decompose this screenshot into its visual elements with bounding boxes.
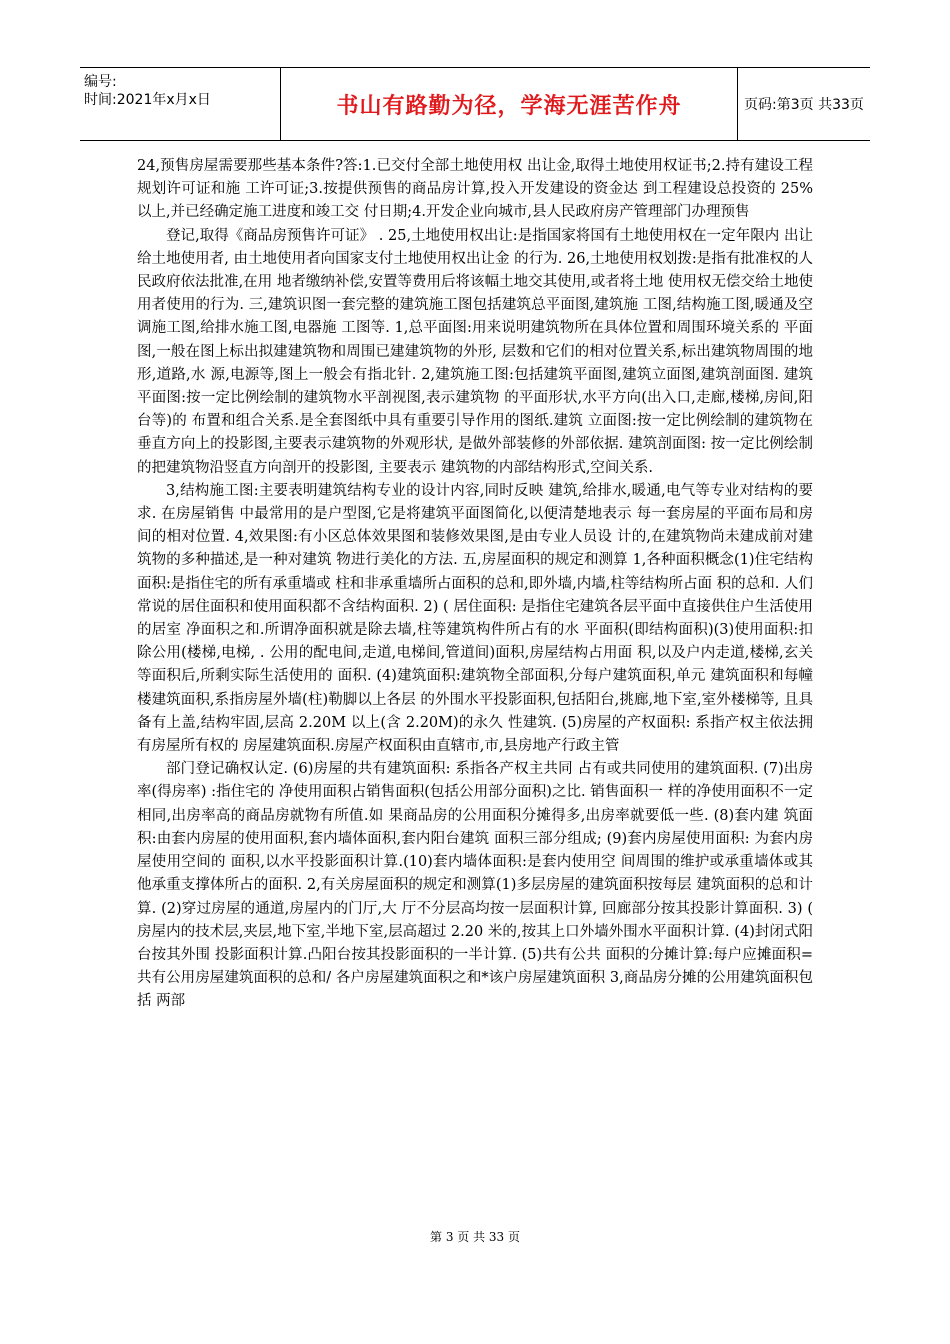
body-paragraph: 登记,取得《商品房预售许可证》 . 25,土地使用权出让:是指国家将国有土地使用权在一定年限内 出让给土地使用者, 由土地使用者向国家支付土地使用权出让金 的行为. 26,土地使用权划拨:是指有批准权的人民政府依法批准,在用 地者缴纳补偿,安置等费用后将该幅土地交其使用,或者将土地 使用权无偿交给土地使用者使用的行为. 三,建筑识图一套完整的建筑施工图包括建筑总平面图,建筑施 工图,结构施工图,暖通及空调施工图,给排水施工图,电器施 工图等. 1,总平面图:用来说明建筑物所在具体位置和周围环境关系的 平面图,一般在图上标出拟建建筑物和周围已建建筑物的外形, 层数和它们的相对位置关系,标出建筑物周围的地形,道路,水 源,电源等,图上一般会有指北针. 2,建筑施工图:包括建筑平面图,建筑立面图,建筑剖面图. 建筑平面图:按一定比例绘制的建筑物水平剖视图,表示建筑物 的平面形状,水平方向(出入口,走廊,楼梯,房间,阳台等)的 布置和组合关系.是全套图纸中具有重要引导作用的图纸.建筑 立面图:按一定比例绘制的建筑物在垂直方向上的投影图,主要表示建筑物的外观形状, 是做外部装修的外部依据. 建筑剖面图: 按一定比例绘制的把建筑物沿竖直方向剖开的投影图, 主要表示 建筑物的内部结构形式,空间关系. xyxy=(137,227,813,476)
body-paragraph: 部门登记确权认定. (6)房屋的共有建筑面积: 系指各产权主共同 占有或共同使用的建筑面积. (7)出房率(得房率) :指住宅的 净使用面积占销售面积(包括公用部分面积)之比. 销售面积一 样的净使用面积不一定相同,出房率高的商品房就物有所值.如 果商品房的公用面积分摊得多,出房率就要低一些. (8)套内建 筑面积:由套内房屋的使用面积,套内墙体面积,套内阳台建筑 面积三部分组成; (9)套内房屋使用面积: 为套内房屋使用空间的 面积,以水平投影面积计算.(10)套内墙体面积:是套内使用空 间周围的维护或承重墙体或其他承重支撑体所占的面积. 2,有关房屋面积的规定和测算(1)多层房屋的建筑面积按每层 建筑面积的总和计算. (2)穿过房屋的通道,房屋内的门厅,大 厅不分层高均按一层面积计算, 回廊部分按其投影计算面积. 3) ( 房屋内的技术层,夹层,地下室,半地下室,层高超过 2.20 米的,按其上口外墙外围水平面积计算. (4)封闭式阳台按其外围 投影面积计算.凸阳台按其投影面积的一半计算. (5)共有公共 面积的分摊计算:每户应摊面积=共有公用房屋建筑面积的总和/ 各户房屋建筑面积之和*该户房屋建筑面积 3,商品房分摊的公用建筑面积包括 两部 xyxy=(137,761,813,1010)
document-body xyxy=(137,155,813,1014)
header-motto: 书山有路勤为径，学海无涯苦作舟 xyxy=(336,93,682,119)
body-paragraph: 3,结构施工图:主要表明建筑结构专业的设计内容,同时反映 建筑,给排水,暖通,电气等专业对结构的要求. 在房屋销售 中最常用的是户型图,它是将建筑平面图简化,以便清楚地表示 每一套房屋的平面布局和房间的相对位置. 4,效果图:有小区总体效果图和装修效果图,是由专业人员设 计的,在建筑物尚未建成前对建筑物的多种描述,是一种对建筑 物进行美化的方法. 五,房屋面积的规定和测算 1,各种面积概念(1)住宅结构面积:是指住宅的所有承重墙或 柱和非承重墙所占面积的总和,即外墙,内墙,柱等结构所占面 积的总和. 人们常说的居住面积和使用面积都不含结构面积. 2) ( 居住面积: 是指住宅建筑各层平面中直接供住户生活使用的居室 净面积之和.所谓净面积就是除去墙,柱等建筑构件所占有的水 平面积(即结构面积)(3)使用面积:扣除公用(楼梯,电梯, . 公用的配电间,走道,电梯间,管道间)面积,房屋结构占用面 积,以及户内走道,楼梯,玄关等面积后,所剩实际生活使用的 面积. (4)建筑面积:建筑物全部面积,分每户建筑面积,单元 建筑面积和每幢楼建筑面积,系指房屋外墙(柱)勒脚以上各层 的外围水平投影面积,包括阳台,挑廊,地下室,室外楼梯等, 且具备有上盖,结构牢固,层高 2.20M 以上(含 2.20M)的永久 性建筑. (5)房屋的产权面积: 系指产权主依法拥有房屋所有权的 房屋建筑面积.房屋产权面积由直辖市,市,县房地产行政主管 xyxy=(137,482,813,755)
document-date-label: 时间:2021年x月x日 xyxy=(84,92,211,108)
header-meta xyxy=(80,68,280,140)
body-paragraph: 24,预售房屋需要那些基本条件?答:1.已交付全部土地使用权 出让金,取得土地使用权证书;2.持有建设工程规划许可证和施 工许可证;3.按提供预售的商品房计算,投入开发建设的资金达 到工程建设总投资的 25%以上,并已经确定施工进度和竣工交 付日期;4.开发企业向城市,县人民政府房产管理部门办理预售 xyxy=(137,158,813,221)
footer-page-number: 第 3 页 共 33 页 xyxy=(430,1230,520,1244)
page-footer xyxy=(0,1228,950,1245)
header-page-cell xyxy=(738,68,870,140)
document-number-label: 编号: xyxy=(84,74,117,90)
header-motto-cell xyxy=(280,68,738,140)
page-header xyxy=(80,67,870,141)
header-page-label: 页码:第3页 共33页 xyxy=(744,97,864,113)
